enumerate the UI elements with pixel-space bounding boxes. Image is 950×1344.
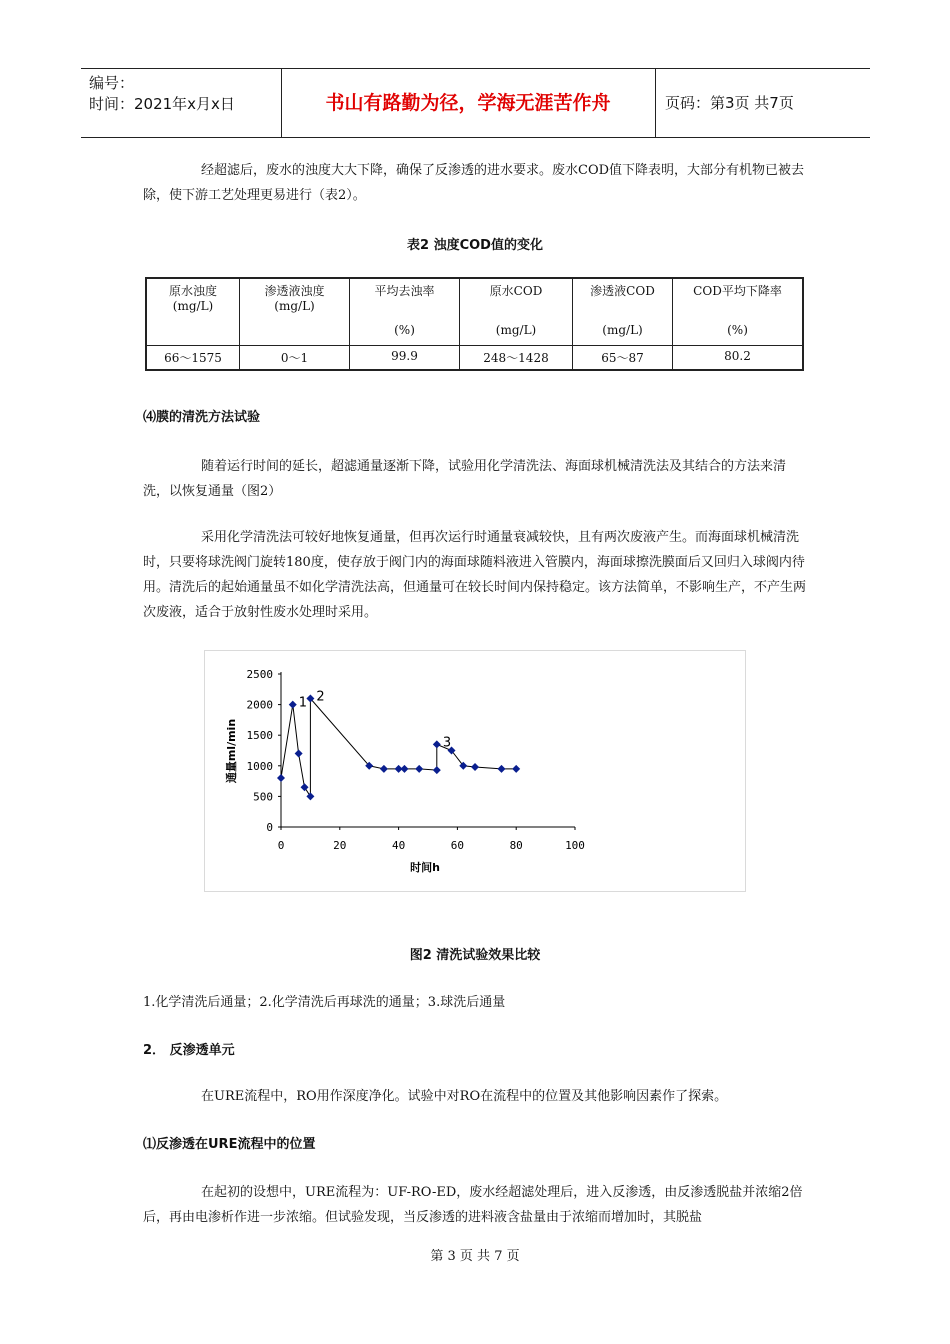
- data-point-marker: [415, 765, 423, 773]
- point-annotation: 3: [442, 735, 452, 751]
- page-footer: 第 3 页 共 7 页: [430, 1249, 520, 1264]
- figure-caption: 图2 清洗试验效果比较: [409, 948, 541, 963]
- y-tick-label: 500: [253, 790, 273, 804]
- header-cell: 平均去浊率 (%): [350, 278, 460, 346]
- data-point-marker: [380, 765, 388, 773]
- header-cell: 原水COD (mg/L): [460, 278, 573, 346]
- y-tick-label: 1000: [246, 759, 273, 773]
- data-point-marker: [512, 765, 520, 773]
- table-cell: 80.2: [673, 346, 804, 371]
- y-axis-title: 通量ml/min: [225, 718, 238, 784]
- turbidity-cod-table: [145, 277, 804, 371]
- paragraph-1: 经超滤后，废水的浊度大大下降，确保了反渗透的进水要求。废水COD值下降表明，大部分有机物已被去除，使下游工艺处理更易进行（表2）。: [143, 163, 805, 203]
- x-tick-label: 80: [509, 839, 523, 852]
- header-divider: [655, 69, 656, 137]
- data-point-marker: [433, 766, 441, 774]
- table-caption: 表2 浊度COD值的变化: [407, 238, 543, 253]
- figure-legend-text: 1.化学清洗后通量；2.化学清洗后再球洗的通量；3.球洗后通量: [143, 995, 506, 1010]
- paragraph-4: 在URE流程中，RO用作深度净化。试验中对RO在流程中的位置及其他影响因素作了探索。: [201, 1089, 728, 1104]
- point-annotation: 1: [298, 695, 308, 711]
- x-tick-label: 60: [450, 839, 465, 852]
- section-heading-4: ⑷膜的清洗方法试验: [143, 410, 261, 425]
- data-point-marker: [400, 765, 408, 773]
- data-point-marker: [498, 765, 506, 773]
- table-cell: 99.9: [350, 346, 460, 371]
- flux-line-chart: [205, 651, 745, 891]
- header-meta: [89, 73, 235, 115]
- header-cell: 原水浊度 (mg/L): [146, 278, 240, 346]
- point-annotation: 2: [316, 689, 325, 705]
- section-heading-1: ⑴反渗透在URE流程中的位置: [143, 1137, 316, 1152]
- table-cell: 66～1575: [146, 346, 240, 371]
- data-point-marker: [301, 783, 309, 791]
- page-header: [81, 68, 870, 138]
- x-axis-title: 时间h: [410, 861, 440, 874]
- data-point-marker: [277, 774, 285, 782]
- data-point-marker: [289, 701, 297, 709]
- table-cell: 0～1: [240, 346, 350, 371]
- header-cell: 渗透液COD (mg/L): [573, 278, 673, 346]
- header-cell: COD平均下降率 (%): [673, 278, 804, 346]
- y-tick-label: 2500: [246, 668, 273, 681]
- x-tick-label: 0: [277, 839, 285, 852]
- paragraph-5: 在起初的设想中，URE流程为：UF-RO-ED，废水经超滤处理后，进入反渗透，由反渗透脱盐并浓缩2倍后，再由电渗析作进一步浓缩。但试验发现，当反渗透的进料液含盐量由于浓缩而增加时，其脱盐: [143, 1185, 803, 1225]
- table-row: [146, 346, 803, 371]
- data-point-marker: [471, 763, 479, 771]
- data-point-marker: [459, 762, 467, 770]
- x-tick-label: 100: [565, 839, 585, 852]
- data-point-marker: [295, 750, 303, 758]
- y-tick-label: 1500: [246, 729, 273, 743]
- header-cell: 渗透液浊度 (mg/L): [240, 278, 350, 346]
- page-label: 页码：第3页 共7页: [665, 94, 794, 112]
- date-label: 时间：2021年x月x日: [89, 95, 235, 113]
- section-heading-2: 2． 反渗透单元: [143, 1043, 235, 1058]
- table-cell: 65～87: [573, 346, 673, 371]
- paragraph-2: 随着运行时间的延长，超滤通量逐渐下降，试验用化学清洗法、海面球机械清洗法及其结合的方法来清洗，以恢复通量（图2）: [143, 459, 787, 499]
- y-tick-label: 0: [266, 821, 273, 834]
- figure-2-chart-frame: [204, 650, 746, 892]
- x-tick-label: 40: [391, 839, 406, 852]
- flux-series-line: [281, 699, 516, 797]
- table-cell: 248～1428: [460, 346, 573, 371]
- data-point-marker: [306, 792, 314, 800]
- data-point-marker: [433, 740, 441, 748]
- number-label: 编号：: [89, 74, 135, 92]
- paragraph-3: 采用化学清洗法可较好地恢复通量，但再次运行时通量衰减较快，且有两次废液产生。而海面球机械清洗时，只要将球洗阀门旋转180度，使存放于阀门内的海面球随料液进入管膜内，海面球擦洗膜面后又回归入球阀内待用。清洗后的起始通量虽不如化学清洗法高，但通量可在较长时间内保持稳定。该方法简单，不影响生产，不产生两次废液，适合于放射性废水处理时采用。: [143, 530, 807, 620]
- table-header-row: [146, 278, 803, 346]
- y-tick-label: 2000: [246, 698, 273, 712]
- header-motto: 书山有路勤为径，学海无涯苦作舟: [325, 92, 611, 114]
- x-tick-label: 20: [333, 839, 347, 852]
